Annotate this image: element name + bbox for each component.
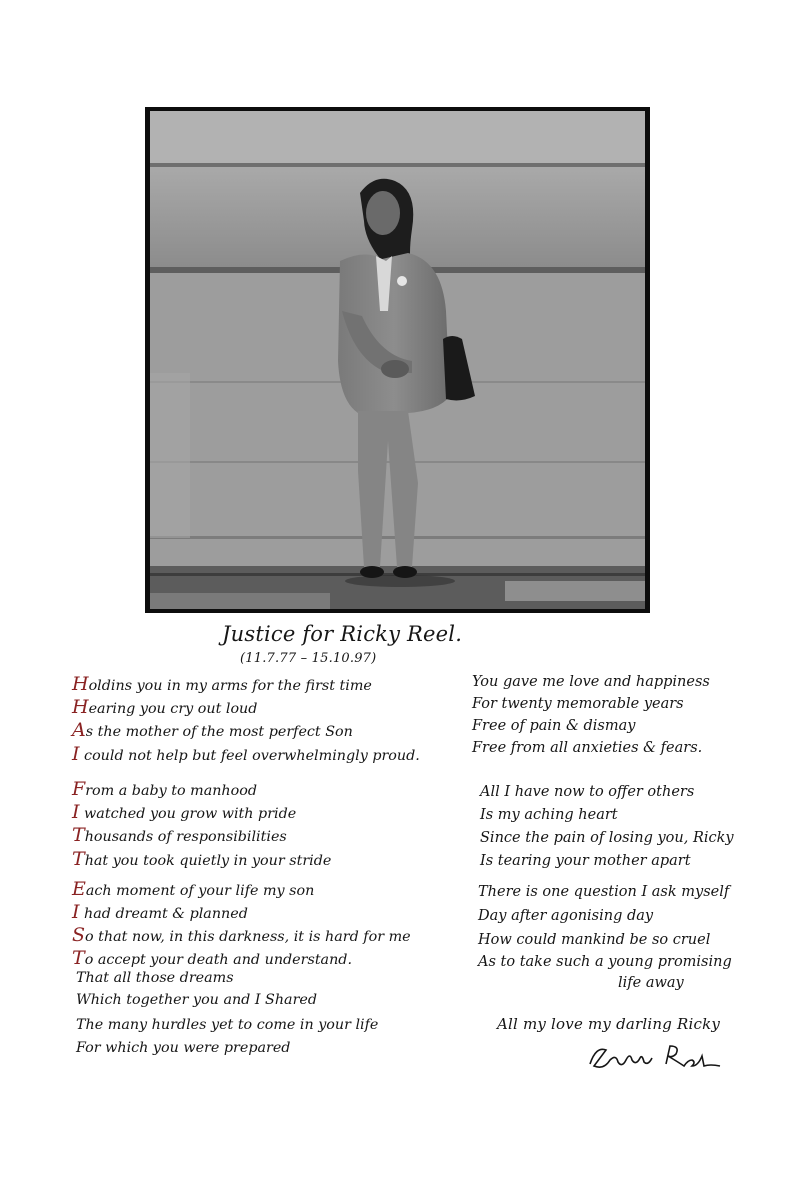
poem-line (72, 947, 352, 969)
poem-line: Is tearing your mother apart (480, 853, 691, 869)
photo-image (150, 111, 645, 609)
poem-line-text: rom a baby to manhood (85, 783, 258, 799)
poem-line (72, 696, 257, 718)
poem-signoff: All my love my darling Ricky (497, 1015, 721, 1033)
poem-line-text: had dreamt & planned (79, 906, 248, 922)
poem-line: Is my aching heart (480, 807, 618, 823)
poem-line (72, 801, 296, 823)
poem-line-text: o accept your death and understand. (84, 952, 352, 968)
poem-line: Free from all anxieties & fears. (472, 740, 703, 756)
poem-initial: H (72, 696, 89, 718)
poem-line (76, 1040, 290, 1056)
poem-title: Justice for Ricky Reel. (222, 622, 463, 646)
poem-initial: T (72, 947, 85, 969)
poem-initial: I (72, 801, 80, 823)
poem-line: You gave me love and happiness (472, 674, 710, 690)
poem-line-text: hich together you and I Shared (90, 992, 318, 1008)
poem-line: Free of pain & dismay (472, 718, 636, 734)
poem-initial: I (72, 743, 80, 765)
poem-line: All I have now to offer others (480, 784, 695, 800)
poem-initial: I (72, 901, 80, 923)
poem-line-text: earing you cry out loud (88, 701, 258, 717)
poem-line-text: oldins you in my arms for the first time (88, 678, 372, 694)
poem-line: There is one question I ask myself (478, 884, 730, 900)
poem-line: Day after agonising day (478, 908, 654, 924)
poem-line: Since the pain of losing you, Ricky (480, 830, 734, 846)
poem-line (72, 673, 372, 695)
poem-initial: H (72, 673, 89, 695)
poem-line-text: s the mother of the most perfect Son (85, 724, 353, 740)
poem-line: How could mankind be so cruel (478, 932, 711, 948)
poem-dates: (11.7.77 – 15.10.97) (240, 651, 377, 666)
poem-line (76, 970, 234, 986)
poem-initial: T (76, 1017, 86, 1033)
poem-initial: A (72, 719, 86, 741)
poem-initial: W (76, 992, 91, 1008)
poem-initial: T (72, 824, 85, 846)
poem-line (72, 878, 314, 900)
poem-line: life away (618, 975, 684, 991)
poem-initial: F (76, 1040, 86, 1056)
poem-line (72, 719, 353, 741)
poem-line (72, 848, 331, 870)
poem-line-text: watched you grow with pride (79, 806, 297, 822)
poem-line: As to take such a young promising (478, 954, 732, 970)
poem-line-text: hat you took quietly in your stride (84, 853, 332, 869)
poem-line-text: or which you were prepared (85, 1040, 291, 1056)
poem-line (72, 901, 248, 923)
poem-initial: S (72, 924, 86, 946)
poem-line: For twenty memorable years (472, 696, 684, 712)
poem-line-text: could not help but feel overwhelmingly proud. (79, 748, 420, 764)
poem-line-text: he many hurdles yet to come in your life (85, 1017, 379, 1033)
poem-line (72, 743, 420, 765)
poem-line (72, 778, 257, 800)
poem-initial: T (76, 970, 86, 986)
poem-line (76, 992, 317, 1008)
poem-line (72, 824, 287, 846)
poem-line (72, 924, 411, 946)
poem-line (76, 1017, 378, 1033)
poem-initial: E (72, 878, 86, 900)
poem-line-text: ach moment of your life my son (85, 883, 315, 899)
poem-line-text: housands of responsibilities (84, 829, 287, 845)
poem-line-text: o that now, in this darkness, it is hard for me (85, 929, 411, 945)
poem-initial: F (72, 778, 86, 800)
portrait-photo (145, 107, 650, 613)
poem-initial: T (72, 848, 85, 870)
poem-line-text: hat all those dreams (85, 970, 234, 986)
signature-mark (586, 1036, 726, 1076)
